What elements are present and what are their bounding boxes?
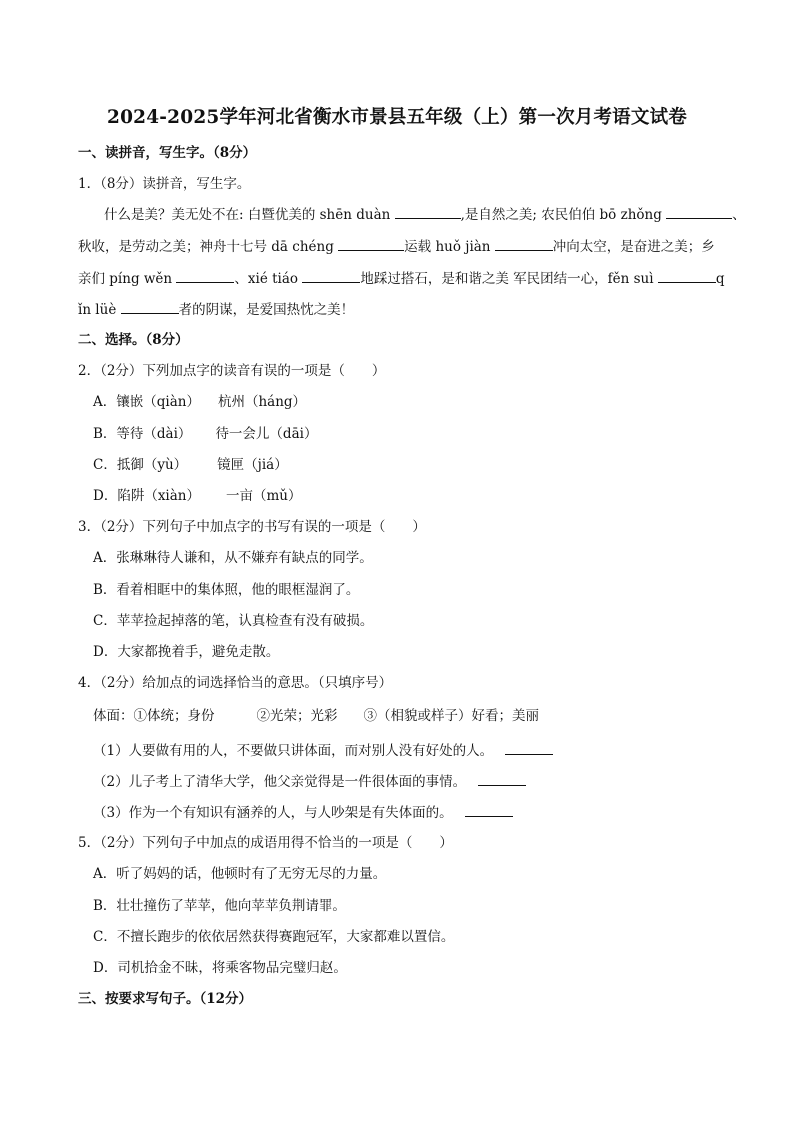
option-text: D．陷阱（xiàn） [93, 488, 200, 504]
q1-line-3 [78, 268, 725, 289]
meaning-1: ①体统；身份 [133, 708, 215, 724]
question-4-stem: 4．（2分）给加点的词选择恰当的意思。（只填序号） [78, 675, 393, 691]
q1-line-4 [78, 299, 354, 320]
q2-option-a[interactable] [93, 392, 306, 412]
meaning-3: ③（相貌或样子）好看；美丽 [363, 708, 539, 724]
sub-question-text: （3）作为一个有知识有涵养的人，与人吵架是有失体面的。 [93, 805, 453, 821]
option-text: C．抵御（yù） [93, 457, 188, 473]
q3-option-d[interactable]: D．大家都挽着手，避免走散。 [93, 644, 280, 660]
option-text: 待一会儿（dāi） [215, 426, 318, 442]
q1-text: 什么是美？美无处不在: 白暨优美的 shēn duàn [104, 207, 395, 223]
option-text: 镜匣（jiá） [217, 457, 288, 473]
answer-blank[interactable] [478, 771, 526, 786]
q1-text: ǐn lüè [78, 302, 121, 318]
q5-option-a[interactable]: A．听了妈妈的话，他顿时有了无穷无尽的力量。 [93, 866, 387, 882]
sub-question-text: （1）人要做有用的人，不要做只讲体面，而对别人没有好处的人。 [93, 743, 494, 759]
q3-option-c[interactable]: C．苹苹捡起掉落的笔，认真检查有没有破损。 [93, 613, 374, 629]
sub-question-text: （2）儿子考上了清华大学，他父亲觉得是一件很体面的事情。 [93, 774, 467, 790]
question-3-stem: 3．（2分）下列句子中加点字的书写有误的一项是（ ） [78, 519, 426, 535]
section-3-heading: 三、按要求写句子。（12分） [78, 991, 253, 1007]
q4-meanings [93, 706, 539, 726]
q1-text: 亲们 píng wěn [78, 271, 177, 287]
answer-blank[interactable] [302, 268, 360, 283]
q1-line-2 [78, 236, 715, 257]
answer-blank[interactable] [495, 236, 553, 251]
answer-blank[interactable] [395, 204, 461, 219]
q1-text: 运载 huǒ jiàn [404, 239, 495, 255]
answer-blank[interactable] [465, 802, 513, 817]
q1-text: 秋收，是劳动之美；神舟十七号 dā chéng [78, 239, 339, 255]
exam-title: 2024-2025学年河北省衡水市景县五年级（上）第一次月考语文试卷 [107, 107, 687, 128]
option-text: 一亩（mǔ） [226, 488, 302, 504]
q2-option-b[interactable] [93, 424, 317, 444]
q4-sub-3 [93, 802, 513, 823]
q1-line-1 [104, 204, 746, 225]
answer-blank[interactable] [176, 268, 234, 283]
meaning-2: ②光荣；光彩 [256, 708, 338, 724]
option-text: A．镶嵌（qiàn） [93, 394, 200, 410]
q5-option-b[interactable]: B．壮壮撞伤了苹苹，他向苹苹负荆请罪。 [93, 898, 346, 914]
q1-text: 、xié tiáo [234, 271, 303, 287]
q1-text: 冲向太空，是奋进之美；乡 [552, 239, 715, 255]
answer-blank[interactable] [121, 299, 179, 314]
q4-sub-2 [93, 771, 526, 792]
q2-option-d[interactable] [93, 486, 302, 506]
question-2-stem: 2．（2分）下列加点字的读音有误的一项是（ ） [78, 363, 386, 379]
question-5-stem: 5．（2分）下列句子中加点的成语用得不恰当的一项是（ ） [78, 835, 453, 851]
q5-option-c[interactable]: C．不擅长跑步的依依居然获得赛跑冠军，大家都难以置信。 [93, 929, 455, 945]
option-text: B．等待（dài） [93, 426, 192, 442]
section-2-heading: 二、选择。（8分） [78, 332, 189, 348]
answer-blank[interactable] [658, 268, 716, 283]
q5-option-d[interactable]: D．司机拾金不昧，将乘客物品完璧归赵。 [93, 960, 347, 976]
q1-text: 、 [732, 207, 746, 223]
q1-text: 者的阴谋，是爱国热忱之美！ [178, 302, 355, 318]
q3-option-a[interactable]: A．张琳琳待人谦和，从不嫌弃有缺点的同学。 [93, 550, 373, 566]
q1-text: ,是自然之美; 农民伯伯 bō zhǒng [460, 207, 667, 223]
answer-blank[interactable] [505, 740, 553, 755]
option-text: 杭州（háng） [217, 394, 307, 410]
q3-option-b[interactable]: B．看着相眶中的集体照，他的眼框湿润了。 [93, 582, 360, 598]
q1-text: q [715, 271, 725, 287]
q4-sub-1 [93, 740, 553, 761]
q2-option-c[interactable] [93, 455, 288, 475]
section-1-heading: 一、读拼音，写生字。（8分） [78, 145, 257, 161]
meanings-label: 体面： [93, 708, 134, 724]
question-1-stem: 1．（8分）读拼音，写生字。 [78, 176, 251, 192]
q1-text: 地踩过搭石，是和谐之美 军民团结一心，fěn suì [360, 271, 658, 287]
answer-blank[interactable] [338, 236, 404, 251]
answer-blank[interactable] [666, 204, 732, 219]
